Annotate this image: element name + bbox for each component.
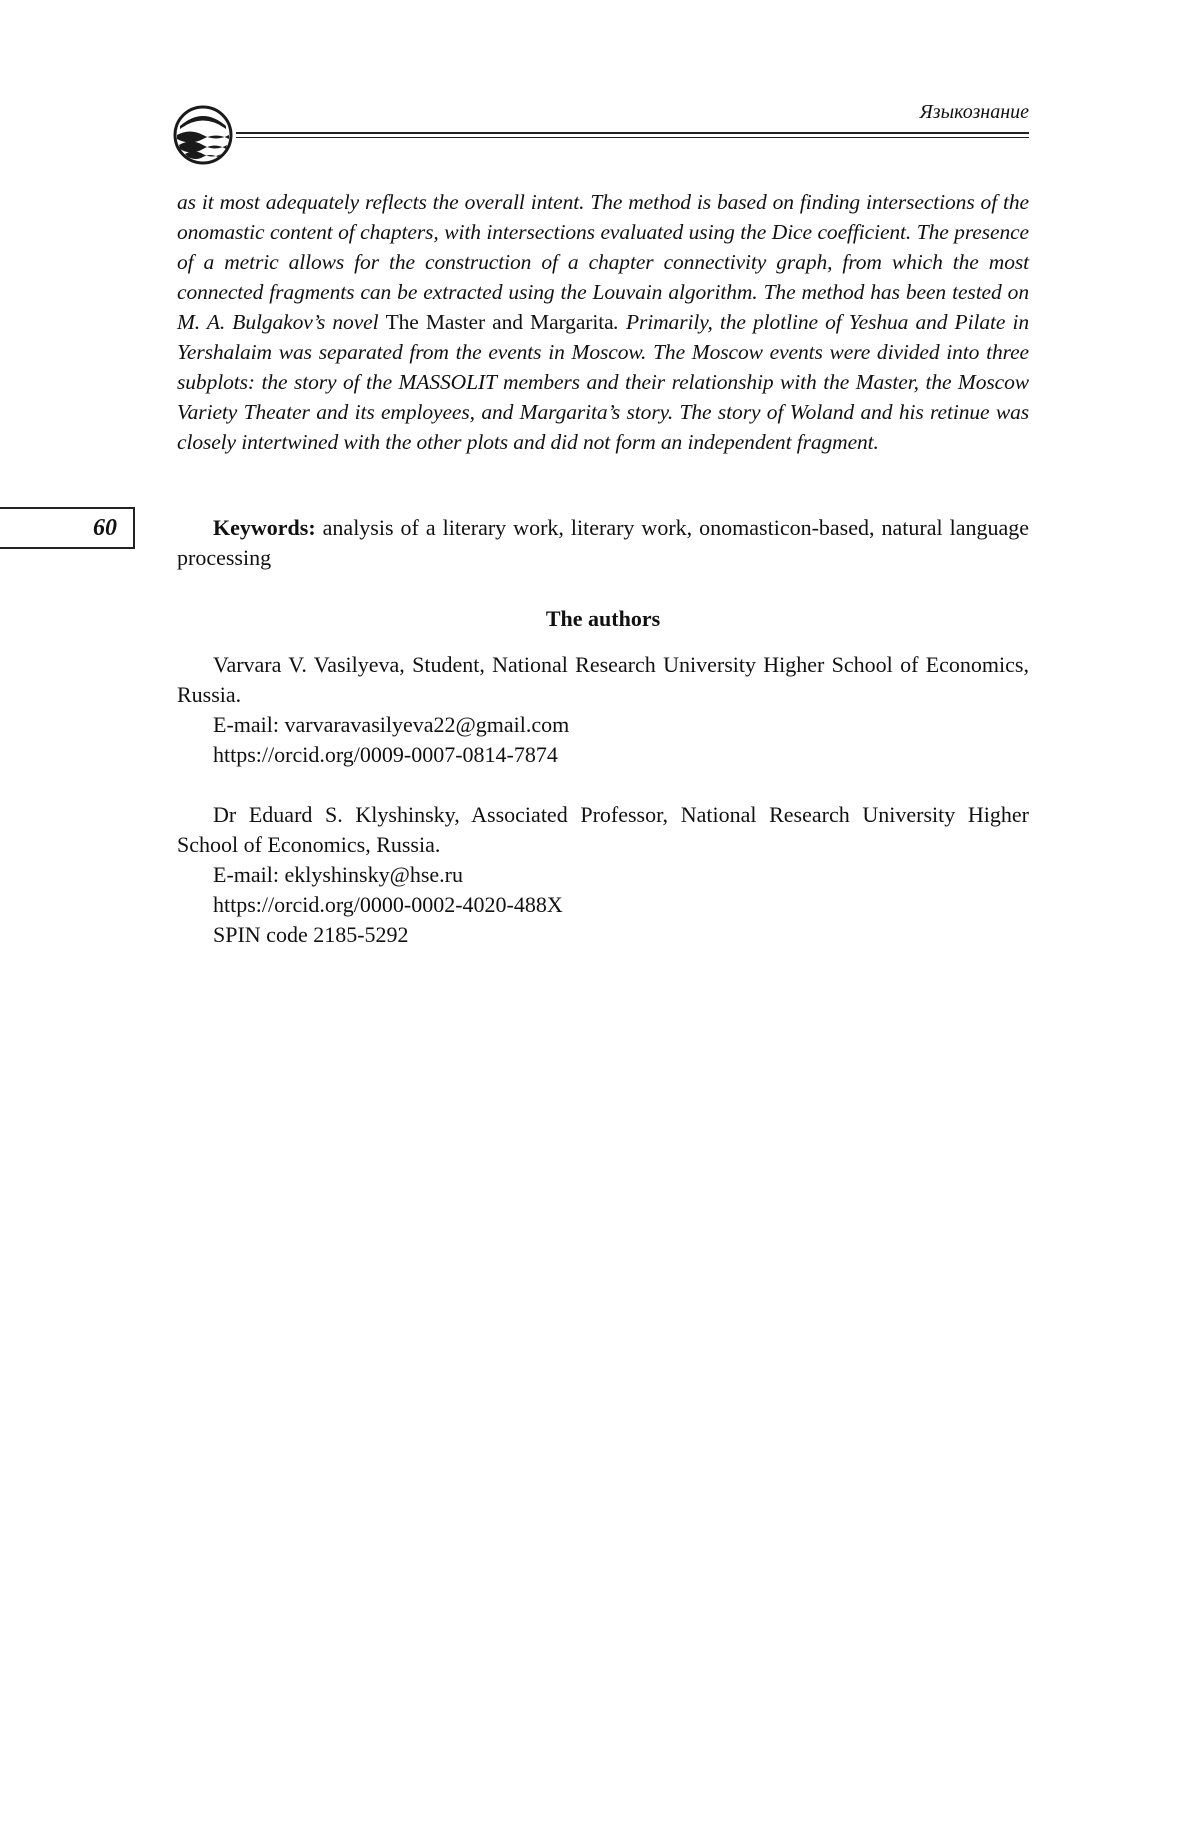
abstract-text: [177, 187, 1029, 457]
header-rule-thick: [236, 132, 1029, 134]
abstract-part-2: . Primarily, the plotline of Yeshua and Pilate in Yershalaim was separated from the events in Moscow. The Moscow events were divided into three subplots: the story of the MASSOLIT members and their relationship with the Master, the Moscow Variety Theater and its employees, and Margarita’s story. The story of Woland and his retinue was closely intertwined with the other plots and did not form an independent fragment.: [177, 310, 1029, 454]
header-rule-thin: [236, 137, 1029, 138]
author-1-orcid: https://orcid.org/0009-0007-0814-7874: [213, 742, 558, 767]
authors-heading: The authors: [545, 606, 661, 631]
keywords: [177, 513, 1029, 573]
keywords-text: analysis of a literary work, literary work, onomasticon-based, natural language processing: [177, 515, 1029, 570]
author-2-spin: SPIN code 2185-5292: [213, 922, 409, 947]
novel-title: The Master and Margarita: [385, 310, 614, 334]
author-2-affiliation: Dr Eduard S. Klyshinsky, Associated Professor, National Research University Higher School of Economics, Russia.: [177, 802, 1029, 857]
author-1-email: E-mail: varvaravasilyeva22@gmail.com: [213, 712, 570, 737]
author-1-affiliation: Varvara V. Vasilyeva, Student, National Research University Higher School of Economics, Russia.: [177, 652, 1029, 707]
author-entry-2: [177, 800, 1029, 950]
running-head: Языкознание: [919, 101, 1029, 123]
abstract-part-1: as it most adequately reflects the overall intent. The method is based on finding intersections of the onomastic content of chapters, with intersections evaluated using the Dice coefficient. The presence of a metric allows for the construction of a chapter connectivity graph, from which the most connected fragments can be extracted using the Louvain algorithm. The method has been tested on M. A. Bulgakov’s novel: [177, 190, 1029, 334]
author-entry-1: [177, 650, 1029, 770]
journal-logo-icon: [172, 104, 238, 166]
keywords-label: Keywords:: [213, 515, 316, 540]
author-2-orcid: https://orcid.org/0000-0002-4020-488X: [213, 892, 563, 917]
page-number: 60: [0, 507, 135, 549]
author-2-email: E-mail: eklyshinsky@hse.ru: [213, 862, 464, 887]
